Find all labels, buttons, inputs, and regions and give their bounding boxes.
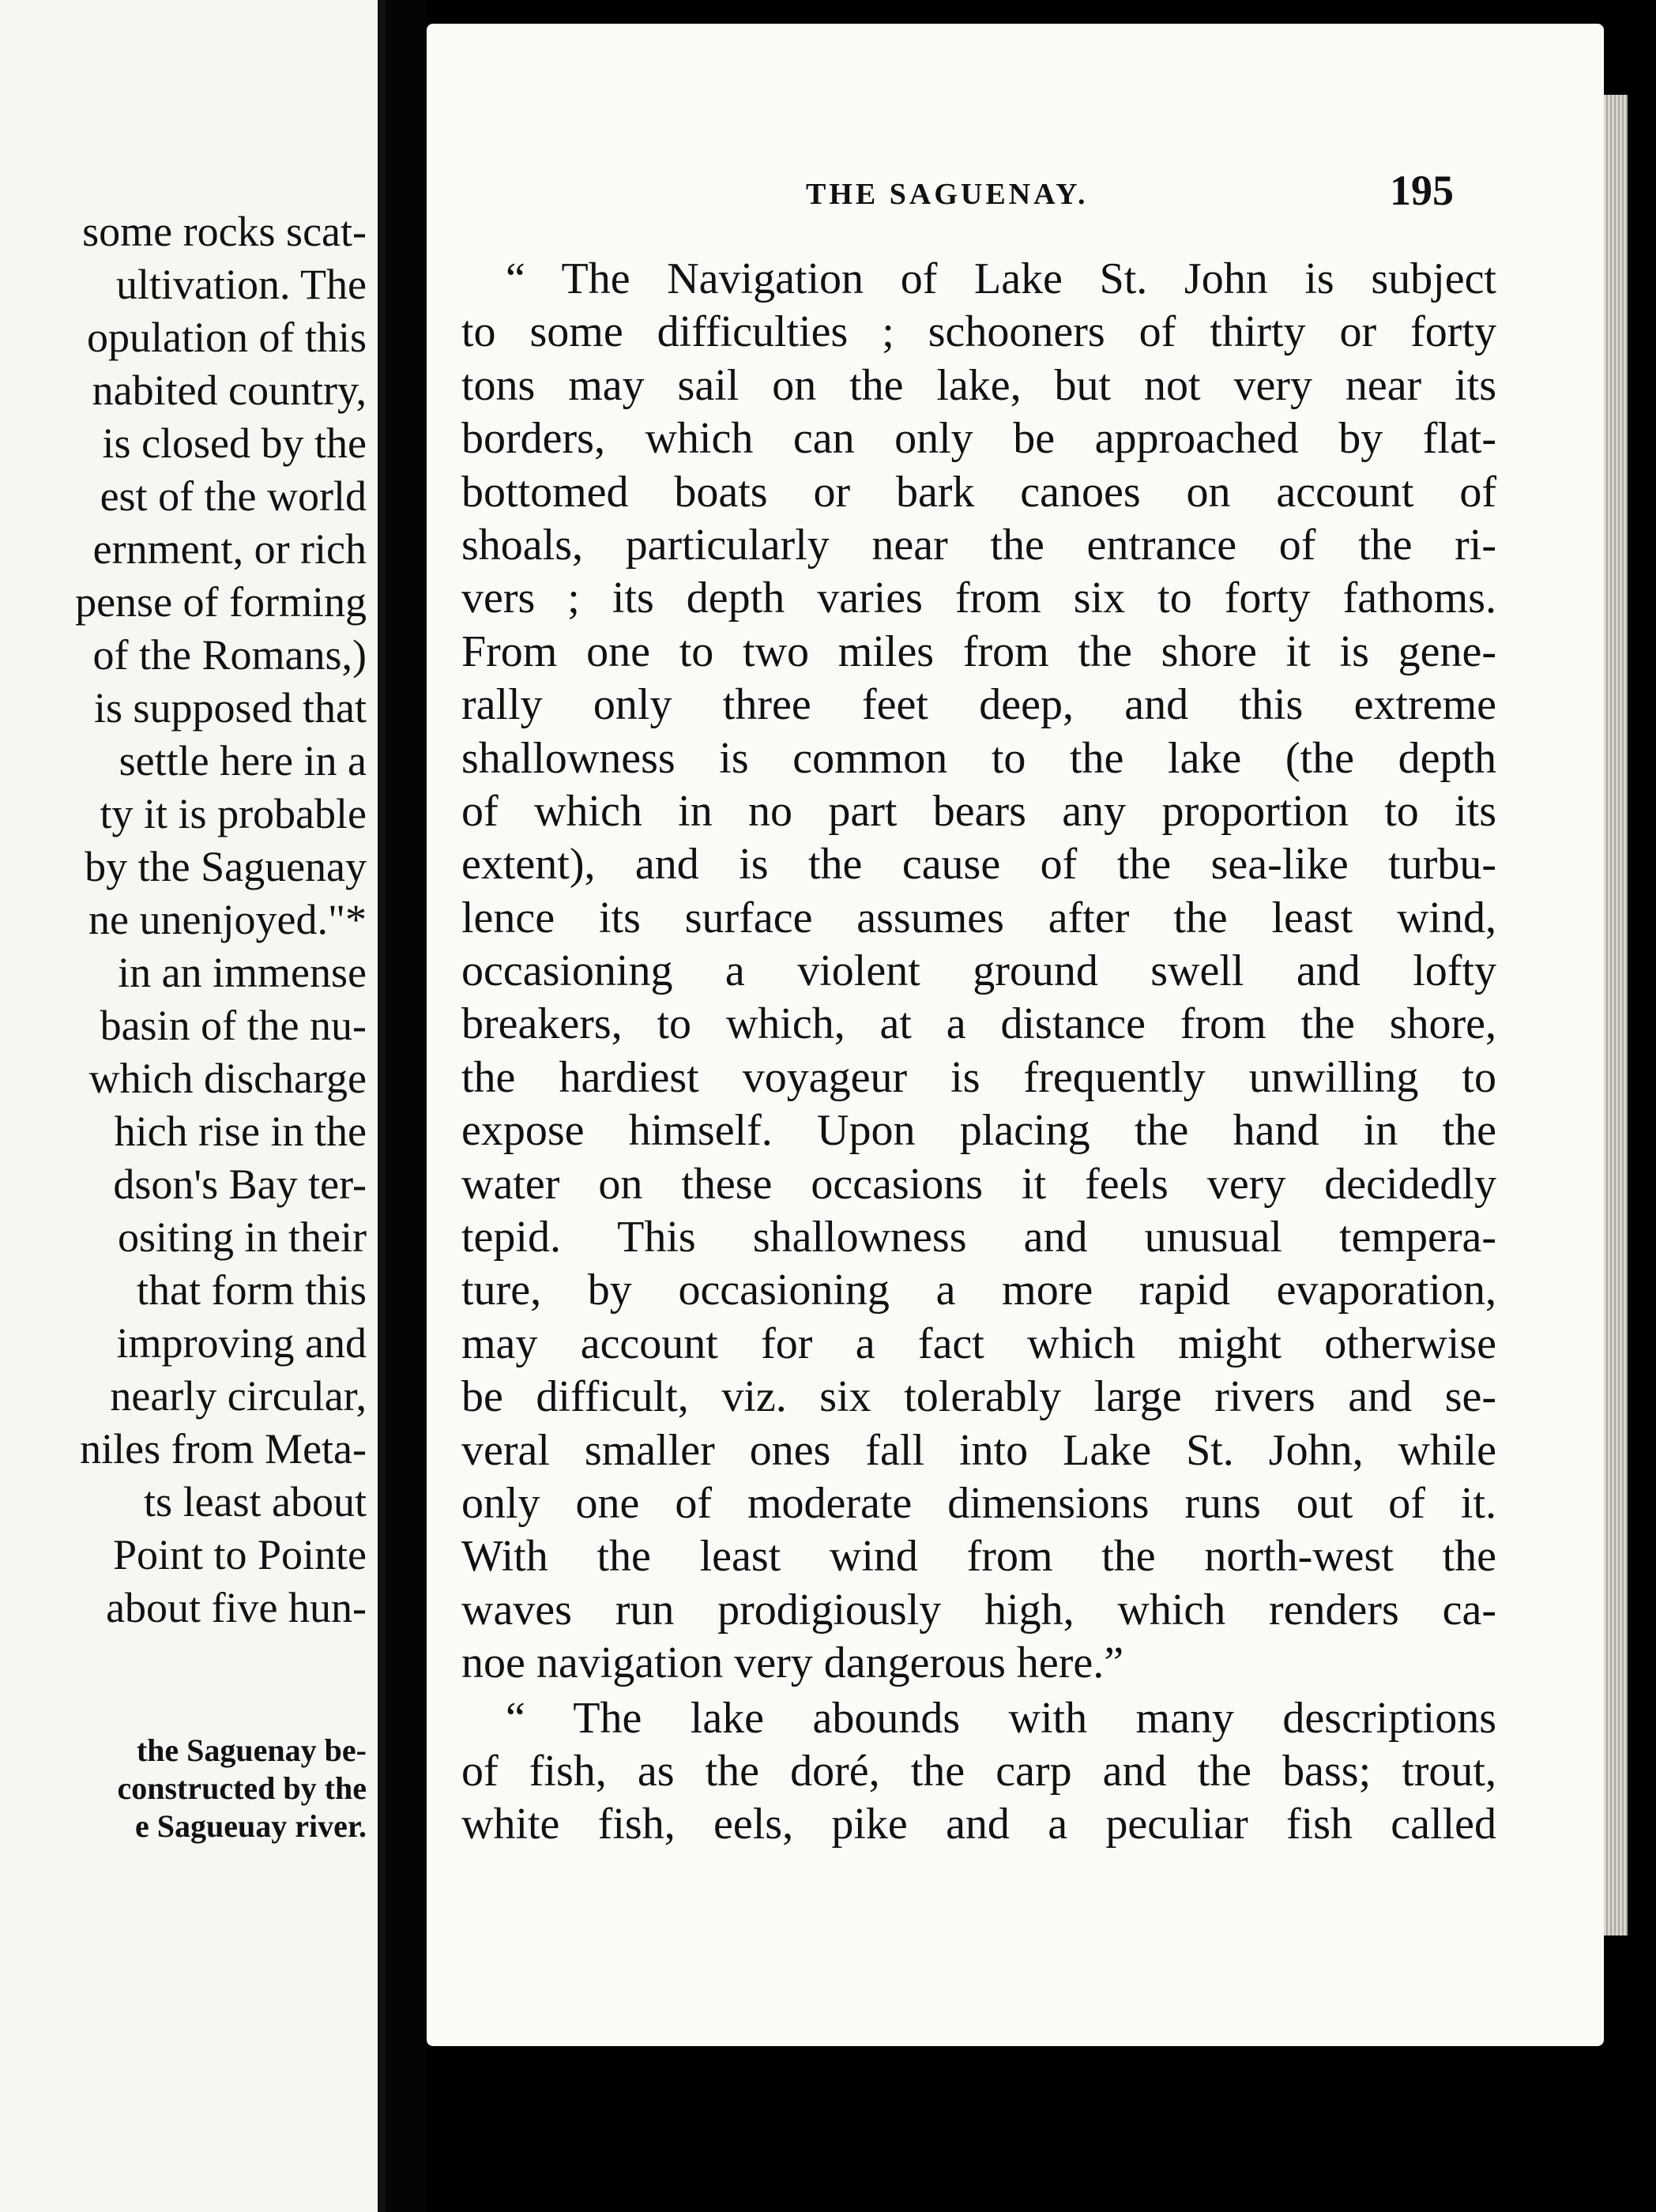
- left-line: est of the world: [100, 472, 367, 520]
- text-line: lence its surface assumes after the least wind,: [461, 893, 1496, 942]
- left-line: is supposed that: [94, 684, 367, 732]
- left-line: improving and: [116, 1319, 367, 1367]
- text-line: noe navigation very dangerous here.”: [461, 1638, 1124, 1688]
- left-footnote-line: constructed by the: [117, 1770, 367, 1806]
- left-line: which discharge: [88, 1055, 367, 1102]
- left-line: ts least about: [144, 1478, 367, 1525]
- text-line: of which in no part bears any proportion to its: [461, 786, 1496, 836]
- text-line: shoals, particularly near the entrance of the ri-: [461, 520, 1496, 570]
- left-line: settle here in a: [119, 737, 367, 784]
- left-footnote-line: the Saguenay be-: [136, 1732, 367, 1768]
- left-line: niles from Meta-: [80, 1425, 367, 1473]
- left-line: dson's Bay ter-: [113, 1161, 367, 1208]
- left-line: in an immense: [118, 949, 367, 996]
- left-line: some rocks scat-: [82, 208, 367, 255]
- text-line: bottomed boats or bark canoes on account of: [461, 467, 1496, 517]
- running-head: THE SAGUENAY.: [806, 178, 1089, 211]
- page-header: [427, 166, 1604, 221]
- text-line: white fish, eels, pike and a peculiar fish called: [461, 1800, 1496, 1849]
- text-line: expose himself. Upon placing the hand in the: [461, 1106, 1496, 1156]
- left-line: ne unenjoyed."*: [88, 896, 367, 943]
- text-line: tons may sail on the lake, but not very near its: [461, 360, 1496, 410]
- left-line: ositing in their: [118, 1213, 367, 1261]
- text-line: tepid. This shallowness and unusual tempera-: [461, 1213, 1496, 1262]
- body-text: [461, 253, 1496, 1852]
- text-line: water on these occasions it feels very decidedly: [461, 1159, 1496, 1209]
- text-line: waves run prodigiously high, which renders ca-: [461, 1585, 1496, 1635]
- left-line: that form this: [137, 1266, 367, 1314]
- left-page: [0, 0, 386, 2212]
- left-footnote-line: e Sagueuay river.: [135, 1808, 367, 1844]
- left-line: opulation of this: [87, 314, 367, 361]
- book-gutter: [386, 0, 427, 2212]
- text-line: veral smaller ones fall into Lake St. John, while: [461, 1425, 1496, 1475]
- left-line: ty it is probable: [100, 790, 367, 837]
- text-line: of fish, as the doré, the carp and the bass; trout,: [461, 1746, 1496, 1796]
- text-line: may account for a fact which might otherwise: [461, 1319, 1496, 1368]
- left-line: Point to Pointe: [112, 1531, 367, 1578]
- text-line: vers ; its depth varies from six to forty fathoms.: [461, 574, 1496, 623]
- page-number: 195: [1390, 167, 1454, 214]
- text-line: extent), and is the cause of the sea-like turbu-: [461, 840, 1496, 890]
- text-line: ture, by occasioning a more rapid evaporation,: [461, 1266, 1496, 1315]
- text-line: be difficult, viz. six tolerably large rivers and se-: [461, 1372, 1496, 1422]
- left-line: nabited country,: [92, 367, 367, 414]
- right-page: [427, 24, 1604, 2046]
- text-line: to some difficulties ; schooners of thirty or forty: [461, 307, 1496, 357]
- left-line: hich rise in the: [114, 1108, 367, 1155]
- text-line: borders, which can only be approached by flat-: [461, 414, 1496, 464]
- text-line: “ The lake abounds with many descriptions: [506, 1693, 1496, 1743]
- left-line: basin of the nu-: [100, 1002, 367, 1049]
- text-line: the hardiest voyageur is frequently unwilling to: [461, 1052, 1496, 1102]
- text-line: breakers, to which, at a distance from the shore,: [461, 999, 1496, 1049]
- left-line: is closed by the: [102, 419, 367, 467]
- left-line: pense of forming: [75, 578, 367, 626]
- text-line: “ The Navigation of Lake St. John is subject: [506, 254, 1496, 303]
- text-line: From one to two miles from the shore it is gene-: [461, 626, 1496, 676]
- left-line: nearly circular,: [110, 1372, 367, 1420]
- left-line: by the Saguenay: [85, 843, 367, 890]
- left-line: about five hun-: [106, 1584, 367, 1631]
- text-line: only one of moderate dimensions runs out of it.: [461, 1478, 1496, 1528]
- text-line: occasioning a violent ground swell and lofty: [461, 946, 1496, 996]
- left-line: ernment, or rich: [92, 525, 367, 573]
- text-line: rally only three feet deep, and this extreme: [461, 680, 1496, 730]
- left-line: ultivation. The: [116, 261, 367, 308]
- text-line: shallowness is common to the lake (the depth: [461, 733, 1496, 783]
- left-line: of the Romans,): [92, 631, 367, 679]
- text-line: With the least wind from the north-west the: [461, 1532, 1496, 1582]
